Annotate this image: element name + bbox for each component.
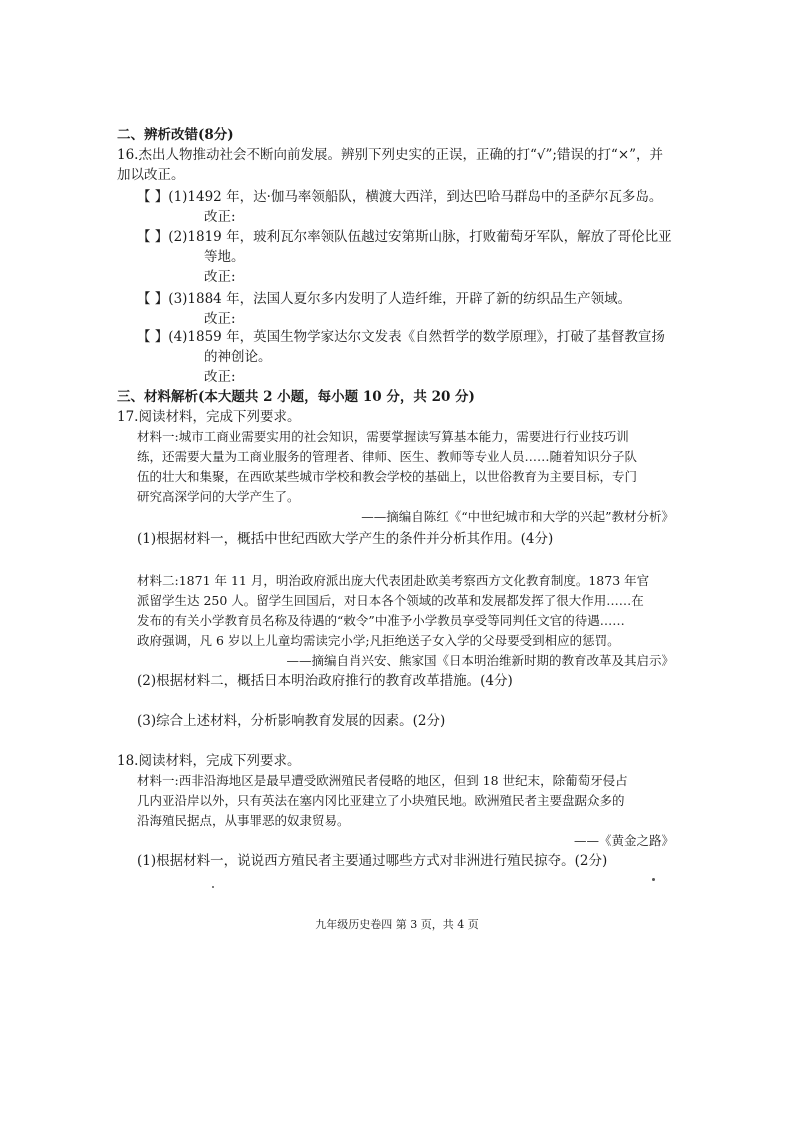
q17-material1-line4: 研究高深学问的大学产生了。: [137, 489, 300, 504]
q16-item-2-text-cont: 等地。: [204, 249, 245, 265]
q17-sub2: (2)根据材料二，概括日本明治政府推行的教育改革措施。(4分): [137, 673, 513, 689]
q17-material1-line2: 练，还需要大量为工商业服务的管理者、律师、医生、教师等专业人员……随着知识分子队: [137, 449, 638, 464]
q18-material1-line3: 沿海殖民据点，从事罪恶的奴隶贸易。: [137, 813, 350, 828]
q17-material2-line2: 派留学生达 250 人。留学生回国后，对日本各个领域的改革和发展都发挥了很大作用……在: [137, 593, 644, 608]
q16-item-1-text: (1)1492 年，达·伽马率领船队，横渡大西洋，到达巴哈马群岛中的圣萨尔瓦多岛。: [168, 189, 663, 205]
q16-stem-line1: 16.杰出人物推动社会不断向前发展。辨别下列史实的正误，正确的打“√”;错误的打“×”，并: [117, 147, 664, 163]
scan-speck: [652, 878, 655, 881]
q17-material2-line4: 政府强调，凡 6 岁以上儿童均需读完小学;凡拒绝送子女入学的父母要受到相应的惩罚。: [137, 633, 620, 648]
q17-sub1: (1)根据材料一，概括中世纪西欧大学产生的条件并分析其作用。(4分): [137, 531, 554, 547]
q16-item-2-text: (2)1819 年，玻利瓦尔率领队伍越过安第斯山脉，打败葡萄牙军队，解放了哥伦比亚: [168, 229, 672, 245]
q16-item-2-correction-label: 改正:: [204, 269, 236, 285]
q16-item-4-text: (4)1859 年，英国生物学家达尔文发表《自然哲学的数学原理》，打破了基督教宣扬: [168, 329, 665, 345]
answer-bracket[interactable]: 【 】: [137, 329, 169, 345]
q16-item-4-text-cont: 的神创论。: [204, 349, 272, 365]
q17-material2-source: ——摘编自肖兴安、熊家国《日本明治维新时期的教育改革及其启示》: [286, 653, 674, 668]
q18-stem: 18.阅读材料，完成下列要求。: [117, 753, 301, 769]
q18-material1-line2: 几内亚沿岸以外，只有英法在塞内冈比亚建立了小块殖民地。欧洲殖民者主要盘踞众多的: [137, 793, 625, 808]
q16-item-3-text: (3)1884 年，法国人夏尔多内发明了人造纤维，开辟了新的纺织品生产领域。: [168, 291, 632, 307]
section3-heading: 三、材料解析(本大题共 2 小题，每小题 10 分，共 20 分): [117, 389, 475, 405]
q16-item-1-correction-label: 改正:: [204, 209, 236, 225]
q18-material1-source: ——《黄金之路》: [573, 833, 674, 848]
q17-material2-line1: 材料二:1871 年 11 月，明治政府派出庞大代表团赴欧美考察西方文化教育制度。1873 年官: [137, 573, 650, 588]
answer-bracket[interactable]: 【 】: [137, 291, 169, 307]
q18-sub1: (1)根据材料一，说说西方殖民者主要通过哪些方式对非洲进行殖民掠夺。(2分): [137, 853, 608, 869]
scan-speck: [212, 886, 214, 888]
page-footer: 九年级历史卷四 第 3 页，共 4 页: [315, 918, 479, 931]
q17-stem: 17.阅读材料，完成下列要求。: [117, 409, 301, 425]
q17-material1-line1: 材料一:城市工商业需要实用的社会知识，需要掌握读写算基本能力，需要进行行业技巧训: [137, 429, 629, 444]
q16-stem-line2: 加以改正。: [117, 167, 185, 183]
q16-item-3-correction-label: 改正:: [204, 311, 236, 327]
q17-material2-line3: 发布的有关小学教育员名称及待遇的“敕令”中准予小学教员享受等同判任文官的待遇……: [137, 613, 625, 628]
q16-item-4-correction-label: 改正:: [204, 369, 236, 385]
q17-material1-source: ——摘编自陈红《“中世纪城市和大学的兴起”教材分析》: [361, 509, 674, 524]
q16-item-2: [137, 228, 672, 246]
answer-bracket[interactable]: 【 】: [137, 189, 169, 205]
q18-material1-line1: 材料一:西非沿海地区是最早遭受欧洲殖民者侵略的地区，但到 18 世纪末，除葡萄牙侵占: [137, 773, 628, 788]
answer-bracket[interactable]: 【 】: [137, 229, 169, 245]
q16-item-3: [137, 290, 631, 308]
q17-material1-line3: 伍的壮大和集聚，在西欧某些城市学校和教会学校的基础上，以世俗教育为主要目标，专门: [137, 469, 638, 484]
q16-item-4: [137, 328, 665, 346]
section2-heading: 二、辨析改错(8分): [117, 127, 234, 143]
q16-item-1: [137, 188, 662, 206]
q17-sub3: (3)综合上述材料，分析影响教育发展的因素。(2分): [137, 713, 446, 729]
